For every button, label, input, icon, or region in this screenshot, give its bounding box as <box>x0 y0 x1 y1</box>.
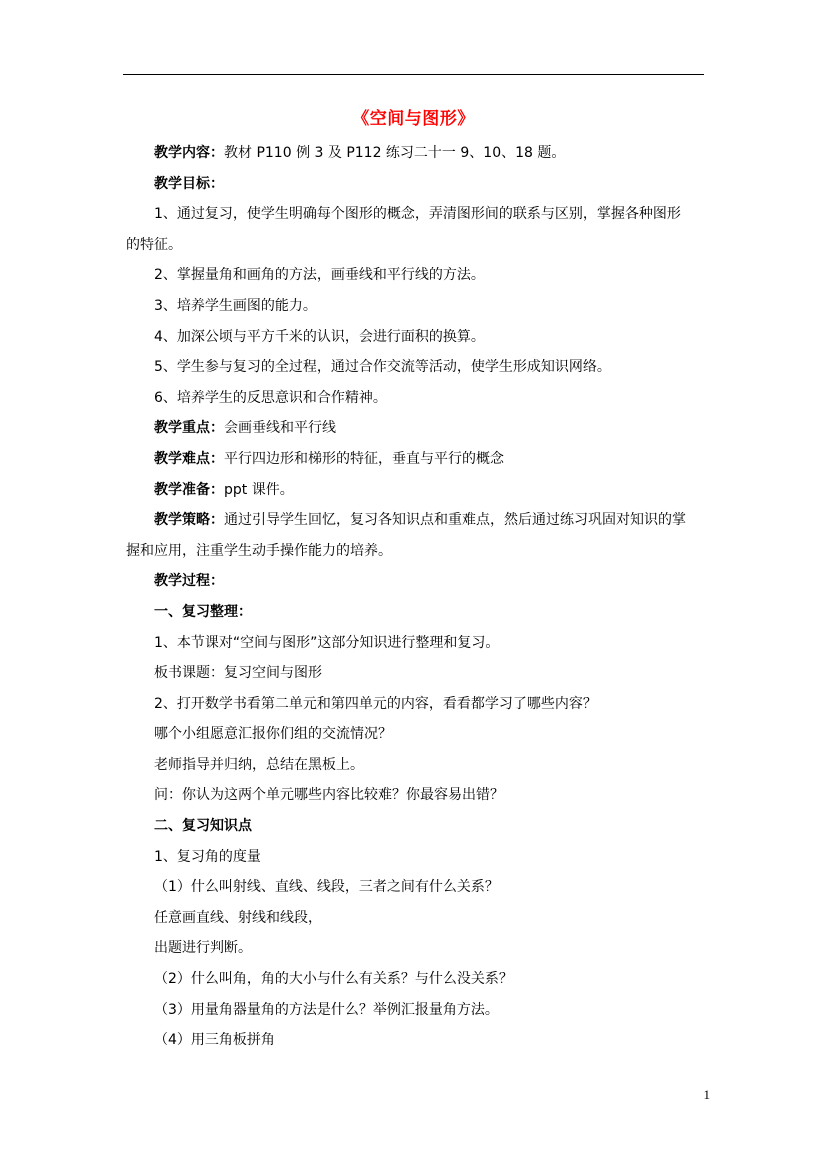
goal-6: 6、培养学生的反思意识和合作精神。 <box>154 389 387 406</box>
strategy-continued: 握和应用，注重学生动手操作能力的培养。 <box>126 542 392 559</box>
goal-1: 1、通过复习，使学生明确每个图形的概念，弄清图形间的联系与区别，掌握各种图形 <box>154 206 681 223</box>
section-1-line-2: 板书课题：复习空间与图形 <box>154 665 322 682</box>
preparation-label: 教学准备： <box>154 481 224 498</box>
preparation-text: ppt 课件。 <box>224 481 294 498</box>
section-2-line-1: 1、复习角的度量 <box>154 848 261 865</box>
goal-5: 5、学生参与复习的全过程，通过合作交流等活动，使学生形成知识网络。 <box>154 359 611 376</box>
teaching-content-label: 教学内容： <box>154 145 224 161</box>
goal-4: 4、加深公顷与平方千米的认识，会进行面积的换算。 <box>154 328 485 345</box>
goal-3: 3、培养学生画图的能力。 <box>154 297 317 314</box>
section-1-line-1: 1、本节课对“空间与图形”这部分知识进行整理和复习。 <box>154 634 500 651</box>
document-title: 《空间与图形》 <box>352 109 475 129</box>
section-2-line-5: （2）什么叫角，角的大小与什么有关系？与什么没关系？ <box>154 971 513 988</box>
section-2-line-6: （3）用量角器量角的方法是什么？举例汇报量角方法。 <box>154 1001 499 1018</box>
strategy-line <box>126 505 706 536</box>
strategy-label: 教学策略： <box>154 512 224 529</box>
key-point-line <box>126 413 706 444</box>
difficulty-line <box>126 444 706 475</box>
teaching-process-label: 教学过程： <box>154 573 224 590</box>
section-2-line-2: （1）什么叫射线、直线、线段，三者之间有什么关系？ <box>154 879 499 896</box>
section-1-line-3: 2、打开数学书看第二单元和第四单元的内容，看看都学习了哪些内容？ <box>154 695 597 712</box>
goal-2: 2、掌握量角和画角的方法，画垂线和平行线的方法。 <box>154 267 485 284</box>
section-1-line-5: 老师指导并归纳，总结在黑板上。 <box>154 756 364 773</box>
difficulty-label: 教学难点： <box>154 450 224 467</box>
section-2-line-4: 出题进行判断。 <box>154 940 252 957</box>
document-body <box>126 138 706 1056</box>
key-point-label: 教学重点： <box>154 420 224 437</box>
difficulty-text: 平行四边形和梯形的特征，垂直与平行的概念 <box>224 450 504 467</box>
header-rule <box>123 74 704 75</box>
section-1-line-4: 哪个小组愿意汇报你们组的交流情况？ <box>154 726 392 743</box>
section-2-heading: 二、复习知识点 <box>154 818 252 835</box>
section-2-line-7: （4）用三角板拼角 <box>154 1032 275 1049</box>
strategy-text: 通过引导学生回忆，复习各知识点和重难点，然后通过练习巩固对知识的掌 <box>224 512 686 529</box>
section-2-line-3: 任意画直线、射线和线段， <box>154 909 322 926</box>
teaching-content-text: 教材 P110 例 3 及 P112 练习二十一 9、10、18 题。 <box>224 145 566 161</box>
teaching-goals-label: 教学目标： <box>154 175 224 192</box>
goal-1-continued: 的特征。 <box>126 236 182 253</box>
section-1-line-6: 问：你认为这两个单元哪些内容比较难？你最容易出错？ <box>154 787 504 804</box>
section-1-heading: 一、复习整理： <box>154 603 252 620</box>
teaching-content-line <box>126 138 706 169</box>
key-point-text: 会画垂线和平行线 <box>224 420 336 437</box>
preparation-line <box>126 475 706 506</box>
page-number: 1 <box>703 1087 710 1102</box>
